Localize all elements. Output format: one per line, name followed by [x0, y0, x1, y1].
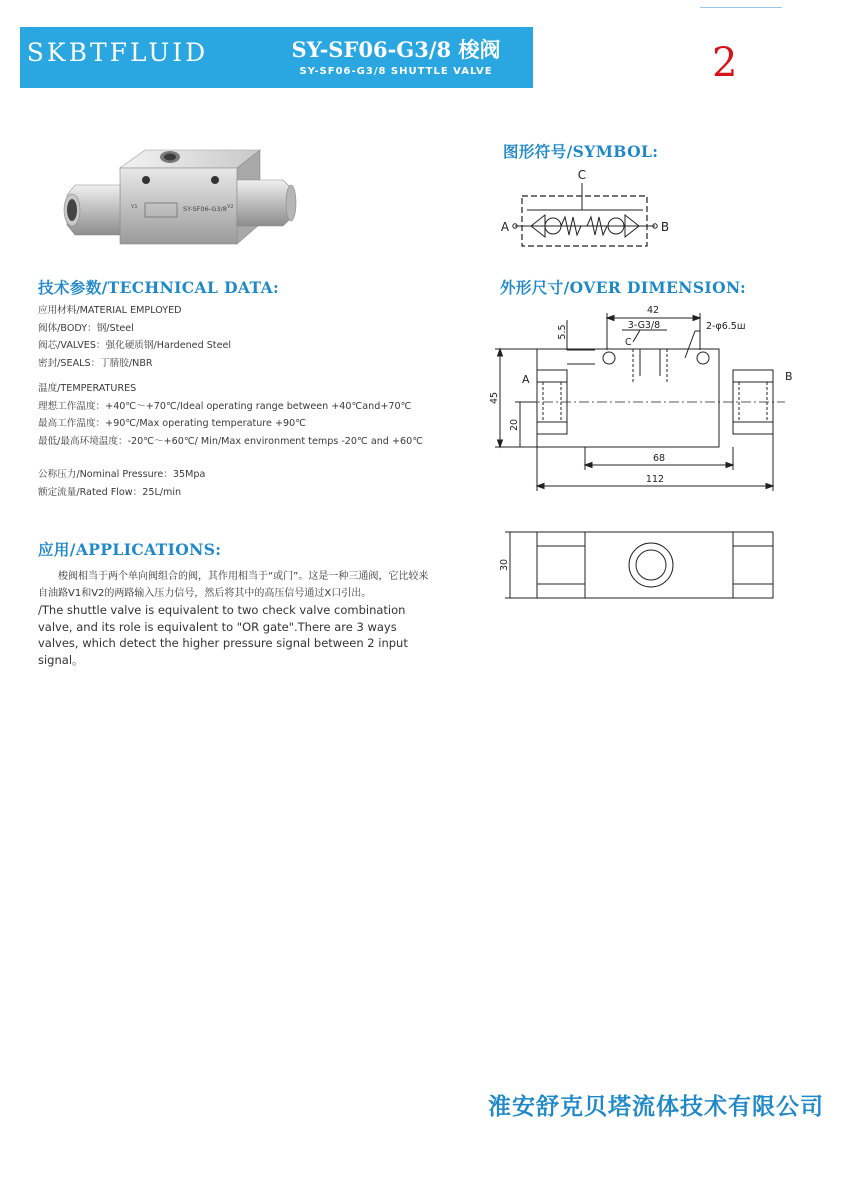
dim-45: 45	[489, 391, 500, 405]
symbol-title: 图形符号/SYMBOL:	[503, 142, 659, 161]
temperature-environment: 最低/最高环境温度：-20℃～+60℃/ Min/Max environment temps -20℃ and +60℃	[38, 435, 423, 447]
dim-42: 42	[646, 305, 660, 316]
dim-thread: 3-G3/8	[627, 320, 661, 331]
rated-flow: 额定流量/Rated Flow：25L/min	[38, 486, 182, 498]
ratings-block	[38, 466, 205, 501]
applications-title: 应用/APPLICATIONS:	[38, 540, 222, 559]
top-rule	[700, 7, 782, 8]
dim-port-b: B	[785, 370, 793, 383]
symbol-port-c: C	[577, 168, 587, 182]
material-body: 阀体/BODY：钢/Steel	[38, 322, 134, 334]
technical-data-title: 技术参数/TECHNICAL DATA:	[38, 278, 280, 297]
applications-body	[38, 568, 433, 668]
dim-holes: 2-φ6.5ш	[706, 321, 746, 332]
material-seals: 密封/SEALS：丁腈胶/NBR	[38, 357, 153, 369]
dimension-drawing	[485, 298, 805, 618]
material-heading: 应用材料/MATERIAL EMPLOYED	[38, 305, 182, 316]
dim-port-a: A	[522, 373, 530, 386]
product-photo	[55, 140, 310, 265]
company-name: 淮安舒克贝塔流体技术有限公司	[488, 1093, 824, 1120]
port-v1-label: V1	[131, 204, 138, 210]
materials-block	[38, 302, 231, 372]
shuttle-valve-symbol	[495, 163, 675, 258]
symbol-port-a: A	[500, 220, 510, 234]
dim-port-c: C	[625, 337, 632, 348]
dim-30: 30	[499, 558, 510, 572]
applications-text-cn: 梭阀相当于两个单向阀组合的阀，其作用相当于“或门”。这是一种三通阀，它比较来自油路V1和V2的两路输入压力信号，然后将其中的高压信号通过X口引出。	[38, 571, 429, 599]
page-number: 2	[712, 40, 738, 86]
material-valves: 阀芯/VALVES：强化硬质钢/Hardened Steel	[38, 340, 232, 351]
dimension-title: 外形尺寸/OVER DIMENSION:	[500, 278, 747, 297]
product-title: SY-SF06-G3/8 梭阀	[291, 37, 501, 62]
applications-text-en: /The shuttle valve is equivalent to two check valve combination valve, and its role is equivalent to "OR gate".There are 3 ways valves, which detect the higher pressure signal between 2 input signal。	[38, 603, 408, 667]
product-subtitle: SY-SF06-G3/8 SHUTTLE VALVE	[299, 66, 493, 77]
nominal-pressure: 公称压力/Nominal Pressure：35Mpa	[38, 469, 206, 480]
port-v2-label: V2	[227, 204, 234, 210]
temperatures-block	[38, 380, 423, 450]
dim-5-5: 5.5	[557, 324, 568, 340]
temperature-max: 最高工作温度：+90℃/Max operating temperature +90℃	[38, 418, 306, 429]
temperature-ideal: 理想工作温度：+40℃～+70℃/Ideal operating range between +40℃and+70℃	[38, 400, 412, 412]
dim-68: 68	[652, 453, 666, 464]
dim-20: 20	[509, 418, 520, 432]
symbol-port-b: B	[660, 220, 670, 234]
temperature-heading: 温度/TEMPERATURES	[38, 383, 137, 394]
brand-name: SKBTFLUID	[26, 38, 209, 67]
engraving-text: SY-SF06-G3/8	[183, 205, 227, 213]
dim-112: 112	[645, 474, 665, 485]
